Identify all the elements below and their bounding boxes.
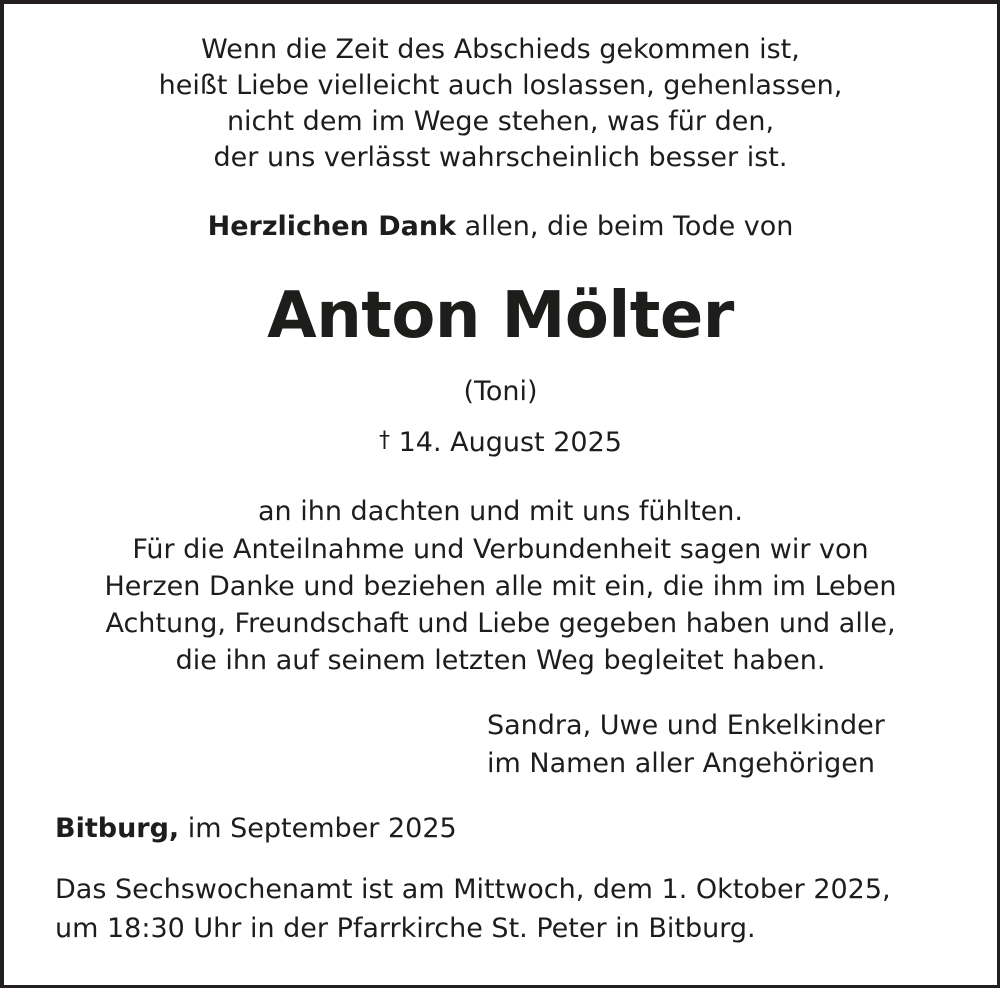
signature-line: im Namen aller Angehörigen (487, 748, 876, 779)
death-date-text: 14. August 2025 (390, 427, 622, 458)
body-line: Für die Anteilnahme und Verbundenheit sagen wir von (132, 534, 869, 565)
nickname: (Toni) (463, 376, 538, 407)
place: Bitburg, (55, 813, 180, 844)
cross-icon: † (379, 428, 391, 453)
month: im September 2025 (179, 813, 457, 844)
deceased-name: Anton Mölter (267, 279, 734, 353)
service-line: um 18:30 Uhr in der Pfarrkirche St. Peter in Bitburg. (55, 913, 756, 944)
death-date (4, 423, 997, 461)
poem-line: der uns verlässt wahrscheinlich besser ist. (213, 142, 788, 173)
poem-line: nicht dem im Wege stehen, was für den, (226, 106, 775, 137)
signature-line: Sandra, Uwe und Enkelkinder (487, 710, 885, 741)
thanks-rest: allen, die beim Tode von (456, 211, 794, 242)
body-line: Herzen Danke und beziehen alle mit ein, die ihm im Leben (104, 571, 897, 602)
poem-line: heißt Liebe vielleicht auch loslassen, gehenlassen, (158, 70, 843, 101)
body-line: Achtung, Freundschaft und Liebe gegeben haben und alle, (105, 608, 896, 639)
thanks-bold: Herzlichen Dank (207, 211, 457, 242)
body-line: an ihn dachten und mit uns fühlten. (258, 496, 743, 527)
service-line: Das Sechswochenamt ist am Mittwoch, dem 1. Oktober 2025, (55, 874, 891, 905)
thanks-line (4, 209, 997, 245)
body-line: die ihn auf seinem letzten Weg begleitet haben. (175, 645, 826, 676)
place-date (55, 810, 457, 848)
poem-line: Wenn die Zeit des Abschieds gekommen ist, (201, 34, 800, 65)
